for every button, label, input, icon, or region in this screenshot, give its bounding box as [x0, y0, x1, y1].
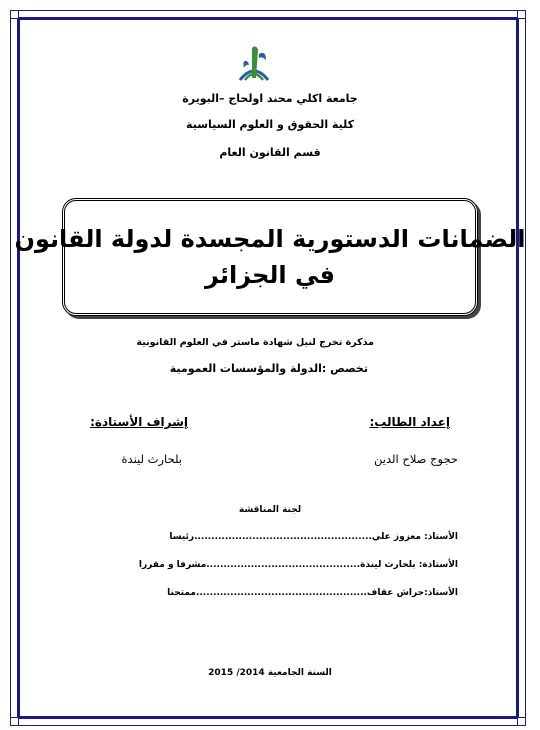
university-name: جامعة اكلي محند اولحاج –البويرة [182, 92, 358, 105]
supervisor-label: إشراف الأستاذة: [90, 415, 188, 429]
university-logo-icon [232, 40, 276, 84]
thesis-purpose: مذكرة تخرج لنيل شهادة ماستر في العلوم القانونية [136, 337, 374, 348]
corner-ornament-bottom-right [517, 717, 526, 726]
corner-ornament-top-right [517, 10, 526, 19]
department-name: قسم القانون العام [219, 146, 321, 159]
committee-member-row: الأستاذة: بلحارث ليندة.............................................مشرفا و مقررا [138, 560, 458, 570]
thesis-title-line-2: في الجزائر [205, 261, 335, 289]
academic-year: السنة الجامعية 2014/ 2015 [208, 668, 332, 678]
supervisor-name: بلحارث ليندة [121, 452, 182, 466]
thesis-title-box [14, 198, 526, 316]
thesis-title-line-1: الضمانات الدستورية المجسدة لدولة القانون [14, 225, 526, 253]
student-name: حجوج صلاح الدين [374, 452, 458, 466]
corner-ornament-top-left [10, 10, 19, 19]
committee-title: لجنة المناقشة [238, 505, 302, 515]
committee-member-row: الأستاذ:حراش عقاف..................................................ممتحنا [167, 588, 458, 598]
faculty-name: كلية الحقوق و العلوم السياسية [186, 118, 354, 131]
corner-ornament-bottom-left [10, 717, 19, 726]
committee-member-row: الأستاذ: معزوز علي....................................................رئيسا [169, 532, 458, 542]
student-label: إعداد الطالب: [369, 415, 450, 429]
thesis-specialty: تخصص :الدولة والمؤسسات العمومية [169, 362, 368, 375]
